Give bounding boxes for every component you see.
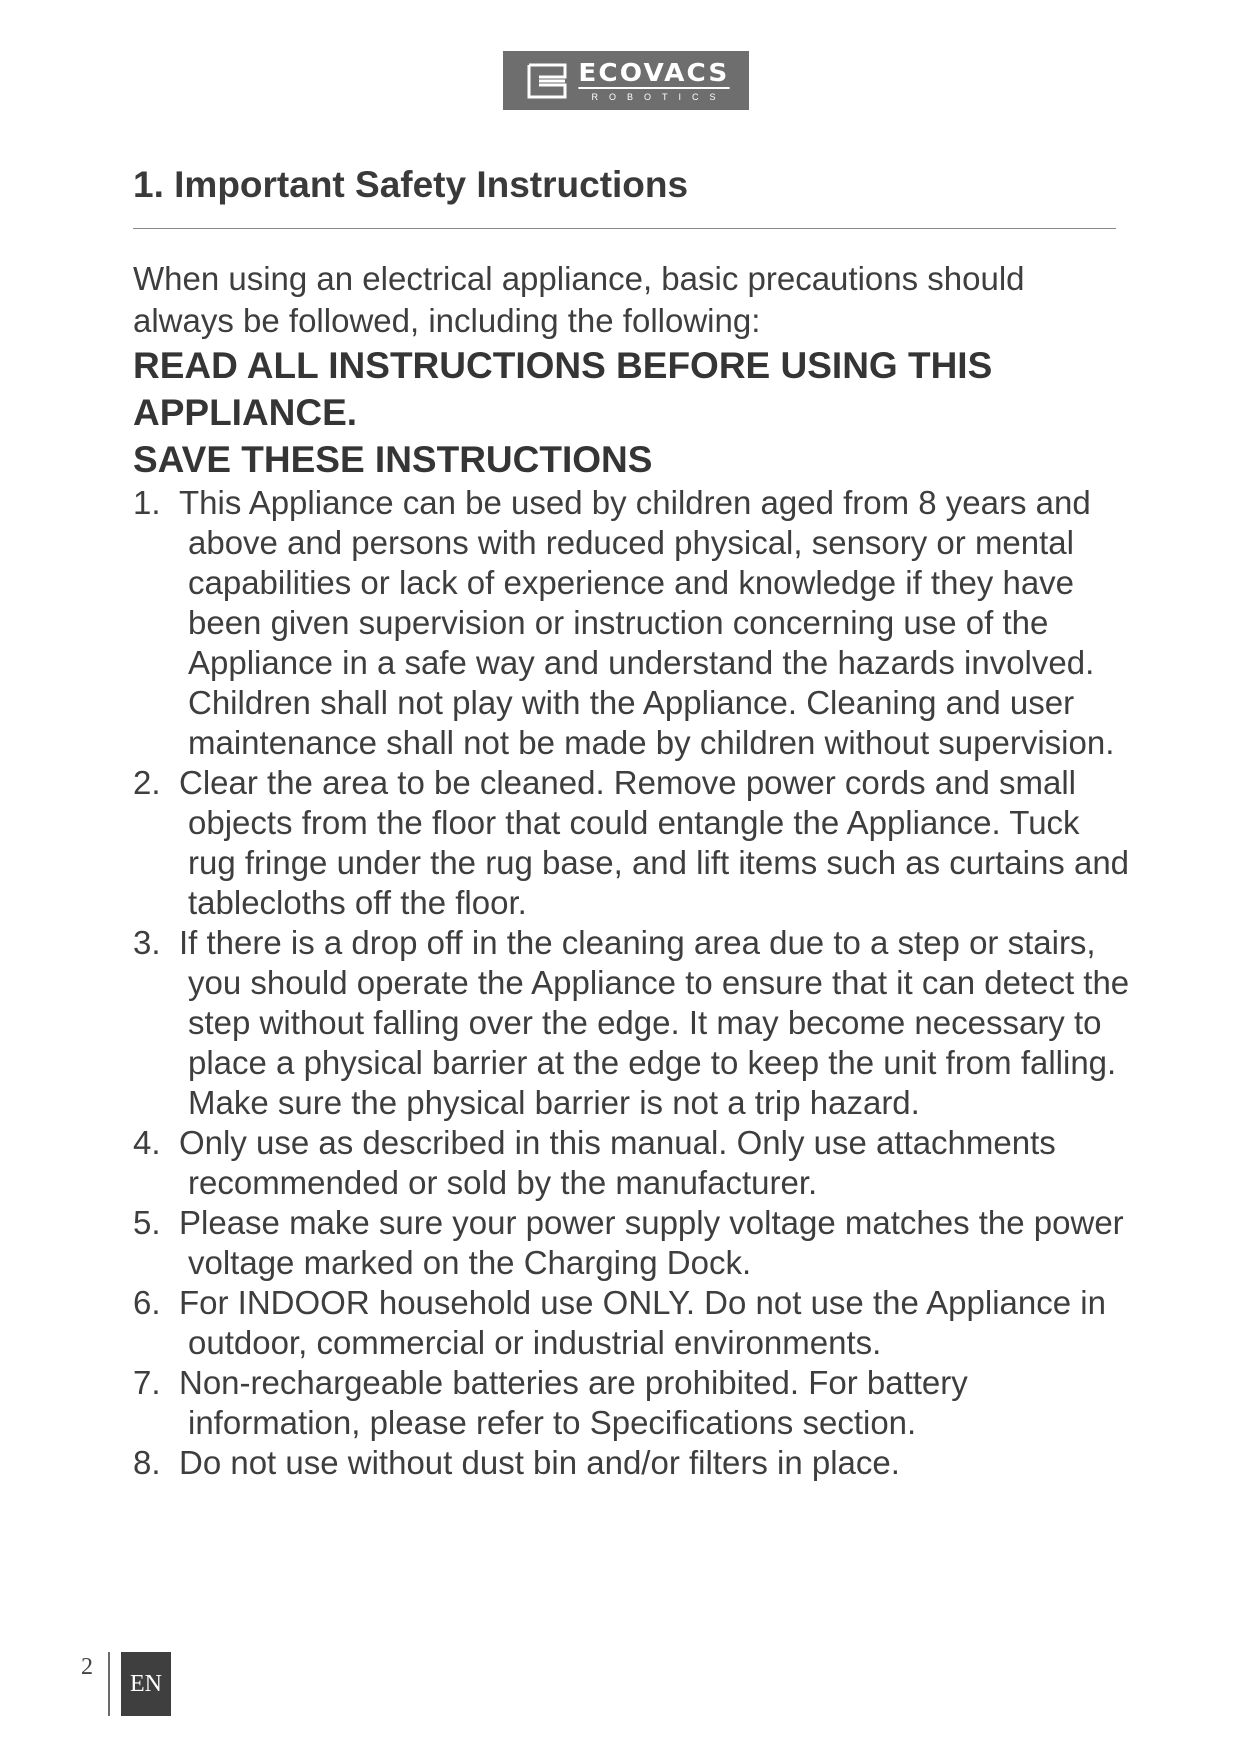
instruction-item	[133, 923, 1133, 1123]
instruction-text: Non-rechargeable batteries are prohibited. For battery information, please refer to Specifications section.	[179, 1364, 968, 1441]
instruction-text: Please make sure your power supply voltage matches the power voltage marked on the Charging Dock.	[179, 1204, 1124, 1281]
brand-logo	[503, 51, 749, 110]
instruction-number: 7.	[133, 1364, 161, 1401]
instruction-number: 8.	[133, 1444, 161, 1481]
language-badge: EN	[121, 1652, 171, 1716]
instruction-number: 5.	[133, 1204, 161, 1241]
page-number: 2	[81, 1654, 93, 1680]
instruction-text: Clear the area to be cleaned. Remove power cords and small objects from the floor that could entangle the Appliance. Tuck rug fringe under the rug base, and lift items such as curtains and tablecloths off the floor.	[179, 764, 1130, 921]
instruction-text: This Appliance can be used by children aged from 8 years and above and persons with reduced physical, sensory or mental capabilities or lack of experience and knowledge if they have been given supervision or instruction concerning use of the Appliance in a safe way and understand the hazards involved. Children shall not play with the Appliance. Cleaning and user maintenance shall not be made by children without supervision.	[179, 484, 1115, 761]
footer-divider	[108, 1652, 110, 1716]
instruction-text: Do not use without dust bin and/or filters in place.	[179, 1444, 900, 1481]
section-title: 1. Important Safety Instructions	[133, 164, 689, 205]
save-instructions-heading: SAVE THESE INSTRUCTIONS	[133, 439, 653, 480]
instruction-number: 3.	[133, 924, 161, 961]
ecovacs-logo-icon	[525, 61, 571, 101]
instruction-text: If there is a drop off in the cleaning area due to a step or stairs, you should operate the Appliance to ensure that it can detect the step without falling over the edge. It may become necessary to place a physical barrier at the edge to keep the unit from falling. Make sure the physical barrier is not a trip hazard.	[179, 924, 1130, 1121]
instruction-item	[133, 1123, 1133, 1203]
instruction-text: For INDOOR household use ONLY. Do not use the Appliance in outdoor, commercial or industrial environments.	[179, 1284, 1106, 1361]
instruction-number: 6.	[133, 1284, 161, 1321]
instruction-item	[133, 483, 1133, 763]
brand-name: ECOVACS	[578, 57, 730, 87]
brand-subtitle: ROBOTICS	[591, 91, 727, 102]
instruction-number: 2.	[133, 764, 161, 801]
instruction-item	[133, 1203, 1133, 1283]
instruction-number: 1.	[133, 484, 161, 521]
instruction-number: 4.	[133, 1124, 161, 1161]
instruction-item	[133, 1283, 1133, 1363]
title-divider	[133, 228, 1116, 229]
instruction-item	[133, 763, 1133, 923]
instruction-item	[133, 1363, 1133, 1443]
safety-content	[133, 258, 1133, 1483]
read-all-warning: READ ALL INSTRUCTIONS BEFORE USING THIS APPLIANCE.	[133, 345, 993, 433]
instruction-text: Only use as described in this manual. Only use attachments recommended or sold by the manufacturer.	[179, 1124, 1056, 1201]
intro-paragraph: When using an electrical appliance, basic precautions should always be followed, including the following:	[133, 260, 1025, 339]
instruction-list	[133, 483, 1133, 1483]
instruction-item	[133, 1443, 1133, 1483]
